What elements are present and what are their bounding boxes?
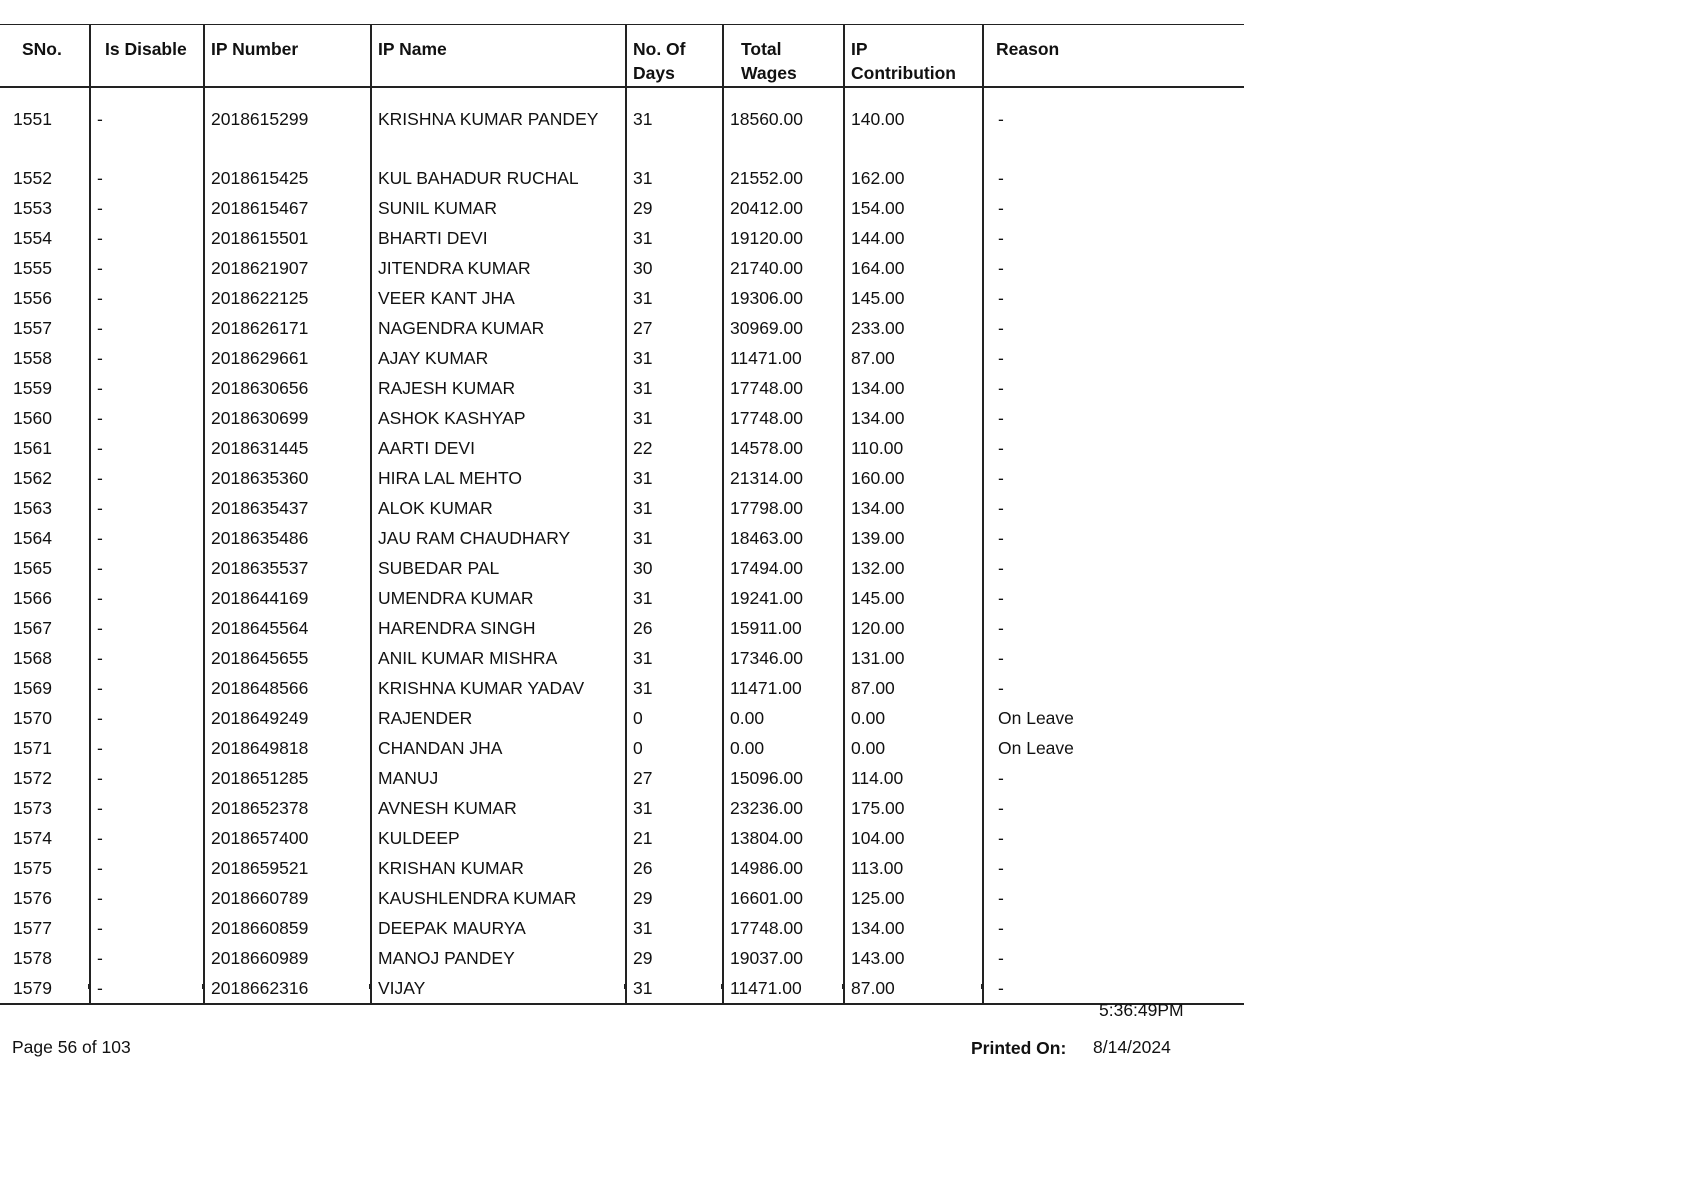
cell-sno: 1568 [13, 648, 52, 668]
table-row [0, 163, 1244, 193]
cell-ip-number: 2018660789 [204, 883, 371, 913]
header-contrib-line1: IP [851, 39, 868, 59]
cell-sno: 1553 [13, 198, 52, 218]
cell-ip-name: MANUJ [371, 763, 626, 793]
cell-reason: - [983, 223, 1244, 253]
table-row [0, 583, 1244, 613]
cell-is-disable: - [90, 913, 204, 943]
cell-is-disable: - [90, 793, 204, 823]
cell-is-disable: - [90, 973, 204, 1004]
cell-ip-number: 2018660859 [204, 913, 371, 943]
cell-reason: - [983, 283, 1244, 313]
cell-is-disable: - [90, 433, 204, 463]
table-row [0, 223, 1244, 253]
table-row [0, 193, 1244, 223]
cell-ip-name: KRISHNA KUMAR PANDEY [371, 87, 626, 163]
table-row [0, 403, 1244, 433]
cell-is-disable: - [90, 943, 204, 973]
cell-ip-contribution: 134.00 [844, 373, 983, 403]
cell-ip-contribution: 125.00 [844, 883, 983, 913]
cell-reason: - [983, 373, 1244, 403]
table-row [0, 313, 1244, 343]
cell-reason: - [983, 433, 1244, 463]
table-row [0, 883, 1244, 913]
cell-total-wages: 17748.00 [723, 373, 844, 403]
cell-no-of-days: 31 [626, 523, 723, 553]
cell-is-disable: - [90, 163, 204, 193]
cell-reason: On Leave [983, 703, 1244, 733]
cell-ip-number: 2018648566 [204, 673, 371, 703]
cell-no-of-days: 29 [626, 883, 723, 913]
cell-reason: - [983, 493, 1244, 523]
cell-ip-number: 2018662316 [204, 973, 371, 1004]
cell-ip-number: 2018630656 [204, 373, 371, 403]
cell-ip-contribution: 110.00 [844, 433, 983, 463]
header-is-disable: Is Disable [90, 25, 204, 88]
cell-ip-name: VIJAY [371, 973, 626, 1004]
cell-no-of-days: 31 [626, 973, 723, 1004]
cell-no-of-days: 31 [626, 163, 723, 193]
cell-ip-name: KUL BAHADUR RUCHAL [371, 163, 626, 193]
cell-ip-contribution: 134.00 [844, 493, 983, 523]
cell-sno: 1552 [13, 168, 52, 188]
cell-no-of-days: 31 [626, 673, 723, 703]
cell-ip-contribution: 134.00 [844, 403, 983, 433]
cell-reason: - [983, 643, 1244, 673]
column-tick [624, 984, 626, 989]
cell-total-wages: 21314.00 [723, 463, 844, 493]
header-ip-contribution [844, 25, 983, 88]
cell-total-wages: 0.00 [723, 703, 844, 733]
cell-no-of-days: 31 [626, 793, 723, 823]
cell-ip-contribution: 87.00 [844, 973, 983, 1004]
table-row [0, 673, 1244, 703]
cell-no-of-days: 31 [626, 373, 723, 403]
cell-ip-name: ALOK KUMAR [371, 493, 626, 523]
cell-sno: 1565 [13, 558, 52, 578]
table-row [0, 493, 1244, 523]
cell-is-disable: - [90, 883, 204, 913]
cell-total-wages: 15096.00 [723, 763, 844, 793]
cell-ip-number: 2018635360 [204, 463, 371, 493]
cell-ip-number: 2018660989 [204, 943, 371, 973]
cell-total-wages: 18463.00 [723, 523, 844, 553]
cell-ip-number: 2018615501 [204, 223, 371, 253]
cell-total-wages: 21552.00 [723, 163, 844, 193]
cell-ip-name: UMENDRA KUMAR [371, 583, 626, 613]
cell-total-wages: 14986.00 [723, 853, 844, 883]
cell-no-of-days: 26 [626, 853, 723, 883]
cell-is-disable: - [90, 523, 204, 553]
cell-total-wages: 11471.00 [723, 973, 844, 1004]
cell-is-disable: - [90, 553, 204, 583]
cell-ip-contribution: 132.00 [844, 553, 983, 583]
cell-is-disable: - [90, 313, 204, 343]
cell-no-of-days: 0 [626, 733, 723, 763]
table-row [0, 523, 1244, 553]
cell-reason: - [983, 553, 1244, 583]
cell-is-disable: - [90, 823, 204, 853]
cell-no-of-days: 31 [626, 223, 723, 253]
header-days-line1: No. Of [633, 39, 686, 59]
cell-reason: - [983, 763, 1244, 793]
cell-no-of-days: 27 [626, 763, 723, 793]
cell-reason: - [983, 823, 1244, 853]
header-sno: SNo. [0, 25, 90, 88]
cell-total-wages: 19306.00 [723, 283, 844, 313]
cell-total-wages: 19037.00 [723, 943, 844, 973]
cell-reason: - [983, 253, 1244, 283]
cell-sno: 1578 [13, 948, 52, 968]
cell-total-wages: 0.00 [723, 733, 844, 763]
cell-total-wages: 13804.00 [723, 823, 844, 853]
cell-reason: - [983, 87, 1244, 163]
cell-reason: - [983, 583, 1244, 613]
cell-ip-number: 2018635537 [204, 553, 371, 583]
cell-no-of-days: 31 [626, 87, 723, 163]
cell-ip-name: AARTI DEVI [371, 433, 626, 463]
cell-ip-name: SUBEDAR PAL [371, 553, 626, 583]
cell-no-of-days: 27 [626, 313, 723, 343]
cell-ip-contribution: 87.00 [844, 673, 983, 703]
cell-reason: - [983, 193, 1244, 223]
cell-ip-number: 2018631445 [204, 433, 371, 463]
table-row [0, 253, 1244, 283]
cell-total-wages: 17798.00 [723, 493, 844, 523]
cell-total-wages: 17748.00 [723, 403, 844, 433]
cell-ip-contribution: 104.00 [844, 823, 983, 853]
cell-is-disable: - [90, 283, 204, 313]
cell-sno: 1562 [13, 468, 52, 488]
table-row [0, 823, 1244, 853]
cell-ip-contribution: 131.00 [844, 643, 983, 673]
cell-ip-number: 2018635437 [204, 493, 371, 523]
column-tick [88, 984, 90, 989]
cell-reason: - [983, 853, 1244, 883]
cell-total-wages: 11471.00 [723, 343, 844, 373]
cell-sno: 1571 [13, 738, 52, 758]
table-row [0, 463, 1244, 493]
table-row [0, 433, 1244, 463]
cell-ip-contribution: 87.00 [844, 343, 983, 373]
cell-ip-name: CHANDAN JHA [371, 733, 626, 763]
cell-sno: 1572 [13, 768, 52, 788]
cell-ip-name: KRISHAN KUMAR [371, 853, 626, 883]
cell-is-disable: - [90, 643, 204, 673]
cell-ip-number: 2018644169 [204, 583, 371, 613]
cell-sno: 1570 [13, 708, 52, 728]
table-row [0, 373, 1244, 403]
header-ip-name: IP Name [371, 25, 626, 88]
column-tick [721, 984, 723, 989]
cell-ip-number: 2018626171 [204, 313, 371, 343]
table-body [0, 87, 1244, 1004]
cell-ip-name: AJAY KUMAR [371, 343, 626, 373]
cell-ip-number: 2018615425 [204, 163, 371, 193]
cell-sno: 1551 [13, 109, 52, 129]
header-row [0, 25, 1244, 88]
cell-ip-number: 2018649249 [204, 703, 371, 733]
cell-no-of-days: 31 [626, 583, 723, 613]
contribution-table-container [0, 24, 1244, 1005]
cell-sno: 1554 [13, 228, 52, 248]
cell-sno: 1579 [0, 973, 90, 1004]
cell-ip-name: ASHOK KASHYAP [371, 403, 626, 433]
table-row [0, 613, 1244, 643]
cell-ip-number: 2018652378 [204, 793, 371, 823]
cell-sno: 1569 [13, 678, 52, 698]
cell-ip-contribution: 162.00 [844, 163, 983, 193]
cell-ip-contribution: 160.00 [844, 463, 983, 493]
cell-reason: - [983, 793, 1244, 823]
cell-reason: - [983, 883, 1244, 913]
cell-ip-number: 2018621907 [204, 253, 371, 283]
cell-no-of-days: 31 [626, 343, 723, 373]
cell-ip-name: AVNESH KUMAR [371, 793, 626, 823]
cell-sno: 1563 [13, 498, 52, 518]
cell-ip-name: JITENDRA KUMAR [371, 253, 626, 283]
cell-ip-number: 2018649818 [204, 733, 371, 763]
cell-no-of-days: 31 [626, 913, 723, 943]
cell-total-wages: 18560.00 [723, 87, 844, 163]
cell-ip-number: 2018630699 [204, 403, 371, 433]
cell-ip-number: 2018657400 [204, 823, 371, 853]
cell-ip-name: RAJESH KUMAR [371, 373, 626, 403]
header-wages-line2: Wages [741, 63, 797, 83]
cell-ip-contribution: 164.00 [844, 253, 983, 283]
header-ip-number: IP Number [204, 25, 371, 88]
cell-ip-number: 2018645655 [204, 643, 371, 673]
cell-total-wages: 21740.00 [723, 253, 844, 283]
cell-is-disable: - [90, 373, 204, 403]
cell-no-of-days: 29 [626, 943, 723, 973]
cell-is-disable: - [90, 583, 204, 613]
cell-reason: - [983, 403, 1244, 433]
cell-total-wages: 20412.00 [723, 193, 844, 223]
cell-ip-contribution: 134.00 [844, 913, 983, 943]
table-row [0, 87, 1244, 163]
cell-ip-contribution: 140.00 [844, 87, 983, 163]
cell-ip-contribution: 120.00 [844, 613, 983, 643]
table-row [0, 853, 1244, 883]
cell-reason: - [983, 913, 1244, 943]
cell-ip-number: 2018645564 [204, 613, 371, 643]
cell-sno: 1573 [13, 798, 52, 818]
cell-total-wages: 19241.00 [723, 583, 844, 613]
cell-ip-name: RAJENDER [371, 703, 626, 733]
cell-no-of-days: 22 [626, 433, 723, 463]
cell-ip-name: HIRA LAL MEHTO [371, 463, 626, 493]
cell-total-wages: 17748.00 [723, 913, 844, 943]
cell-ip-name: DEEPAK MAURYA [371, 913, 626, 943]
cell-is-disable: - [90, 763, 204, 793]
header-contrib-line2: Contribution [851, 63, 956, 83]
cell-ip-contribution: 144.00 [844, 223, 983, 253]
printed-on-label: Printed On: [971, 1038, 1067, 1058]
cell-is-disable: - [90, 853, 204, 883]
cell-ip-name: HARENDRA SINGH [371, 613, 626, 643]
table-row [0, 913, 1244, 943]
table-row [0, 343, 1244, 373]
cell-ip-number: 2018615299 [204, 87, 371, 163]
table-row [0, 643, 1244, 673]
cell-reason: - [983, 523, 1244, 553]
cell-total-wages: 15911.00 [723, 613, 844, 643]
cell-reason: - [983, 343, 1244, 373]
cell-sno: 1560 [13, 408, 52, 428]
cell-sno: 1564 [13, 528, 52, 548]
table-row [0, 763, 1244, 793]
header-reason: Reason [983, 25, 1244, 88]
cell-sno: 1559 [13, 378, 52, 398]
cell-ip-name: MANOJ PANDEY [371, 943, 626, 973]
cell-reason: - [983, 973, 1244, 1004]
cell-ip-name: KRISHNA KUMAR YADAV [371, 673, 626, 703]
cell-total-wages: 11471.00 [723, 673, 844, 703]
cell-ip-number: 2018622125 [204, 283, 371, 313]
cell-sno: 1577 [13, 918, 52, 938]
cell-reason: - [983, 463, 1244, 493]
cell-ip-contribution: 145.00 [844, 283, 983, 313]
cell-no-of-days: 31 [626, 283, 723, 313]
cell-sno: 1556 [13, 288, 52, 308]
table-row [0, 793, 1244, 823]
cell-no-of-days: 21 [626, 823, 723, 853]
cell-total-wages: 23236.00 [723, 793, 844, 823]
cell-total-wages: 17494.00 [723, 553, 844, 583]
cell-ip-name: ANIL KUMAR MISHRA [371, 643, 626, 673]
cell-ip-contribution: 139.00 [844, 523, 983, 553]
cell-total-wages: 14578.00 [723, 433, 844, 463]
cell-no-of-days: 31 [626, 403, 723, 433]
table-row [0, 703, 1244, 733]
cell-sno: 1574 [13, 828, 52, 848]
cell-ip-name: SUNIL KUMAR [371, 193, 626, 223]
table-row [0, 553, 1244, 583]
cell-total-wages: 30969.00 [723, 313, 844, 343]
cell-ip-name: BHARTI DEVI [371, 223, 626, 253]
header-no-of-days [626, 25, 723, 88]
cell-total-wages: 16601.00 [723, 883, 844, 913]
cell-is-disable: - [90, 703, 204, 733]
cell-no-of-days: 31 [626, 463, 723, 493]
cell-total-wages: 17346.00 [723, 643, 844, 673]
table-header [0, 25, 1244, 88]
cell-no-of-days: 31 [626, 643, 723, 673]
cell-sno: 1555 [13, 258, 52, 278]
cell-sno: 1576 [13, 888, 52, 908]
cell-ip-contribution: 114.00 [844, 763, 983, 793]
cell-ip-name: KULDEEP [371, 823, 626, 853]
table-row [0, 733, 1244, 763]
contribution-table [0, 24, 1244, 1005]
cell-ip-contribution: 143.00 [844, 943, 983, 973]
table-row [0, 973, 1244, 1004]
cell-ip-number: 2018635486 [204, 523, 371, 553]
cell-reason: - [983, 673, 1244, 703]
cell-reason: On Leave [983, 733, 1244, 763]
cell-ip-name: VEER KANT JHA [371, 283, 626, 313]
cell-no-of-days: 0 [626, 703, 723, 733]
cell-sno: 1558 [13, 348, 52, 368]
cell-no-of-days: 31 [626, 493, 723, 523]
cell-ip-name: JAU RAM CHAUDHARY [371, 523, 626, 553]
cell-ip-number: 2018629661 [204, 343, 371, 373]
cell-is-disable: - [90, 493, 204, 523]
table-row [0, 283, 1244, 313]
cell-ip-contribution: 233.00 [844, 313, 983, 343]
page-number: Page 56 of 103 [12, 1037, 131, 1057]
cell-ip-number: 2018659521 [204, 853, 371, 883]
column-tick [202, 984, 204, 989]
cell-ip-name: KAUSHLENDRA KUMAR [371, 883, 626, 913]
header-total-wages [723, 25, 844, 88]
cell-no-of-days: 29 [626, 193, 723, 223]
cell-is-disable: - [90, 403, 204, 433]
column-tick [842, 984, 844, 989]
cell-is-disable: - [90, 733, 204, 763]
cell-ip-contribution: 154.00 [844, 193, 983, 223]
cell-ip-number: 2018615467 [204, 193, 371, 223]
cell-sno: 1567 [13, 618, 52, 638]
cell-ip-contribution: 175.00 [844, 793, 983, 823]
cell-is-disable: - [90, 223, 204, 253]
cell-is-disable: - [90, 463, 204, 493]
cell-no-of-days: 30 [626, 253, 723, 283]
cell-reason: - [983, 313, 1244, 343]
cell-total-wages: 19120.00 [723, 223, 844, 253]
cell-is-disable: - [90, 613, 204, 643]
column-tick [981, 984, 983, 989]
cell-is-disable: - [90, 193, 204, 223]
cell-no-of-days: 30 [626, 553, 723, 583]
cell-sno: 1561 [13, 438, 52, 458]
cell-ip-contribution: 0.00 [844, 733, 983, 763]
cell-sno: 1557 [13, 318, 52, 338]
cell-is-disable: - [90, 253, 204, 283]
cell-ip-contribution: 113.00 [844, 853, 983, 883]
cell-ip-number: 2018651285 [204, 763, 371, 793]
cell-no-of-days: 26 [626, 613, 723, 643]
cell-is-disable: - [90, 343, 204, 373]
cell-ip-contribution: 0.00 [844, 703, 983, 733]
header-days-line2: Days [633, 63, 675, 83]
print-time: 5:36:49PM [1099, 1000, 1184, 1020]
cell-sno: 1575 [13, 858, 52, 878]
cell-ip-name: NAGENDRA KUMAR [371, 313, 626, 343]
cell-reason: - [983, 163, 1244, 193]
table-row [0, 943, 1244, 973]
cell-is-disable: - [90, 673, 204, 703]
cell-is-disable: - [90, 87, 204, 163]
cell-ip-contribution: 145.00 [844, 583, 983, 613]
column-tick [369, 984, 371, 989]
cell-sno: 1566 [13, 588, 52, 608]
cell-reason: - [983, 613, 1244, 643]
cell-reason: - [983, 943, 1244, 973]
header-wages-line1: Total [741, 39, 782, 59]
printed-on-date: 8/14/2024 [1093, 1037, 1171, 1057]
